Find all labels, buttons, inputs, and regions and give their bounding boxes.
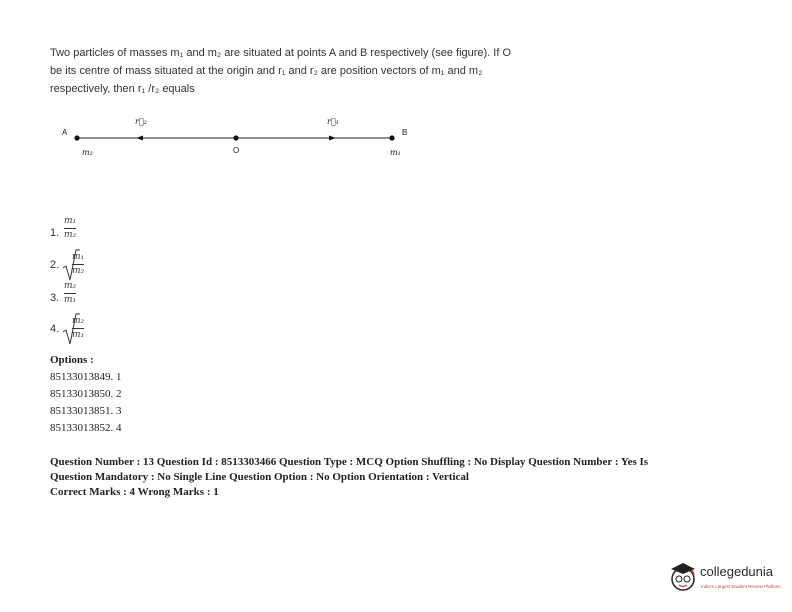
meta-line-1: Question Number : 13 Question Id : 8513303466 Question Type : MCQ Option Shuffling : No Display Question Number : Yes Is (50, 456, 649, 468)
question-line-2: be its centre of mass situated at the origin and r₁ and r₂ are position vectors of m₁ and m₂ (50, 65, 483, 77)
choice-number: 4. (50, 323, 60, 335)
denominator: m₁ (72, 330, 85, 340)
fraction (72, 252, 84, 277)
fraction-bar (72, 264, 84, 265)
figure-diagram (0, 0, 792, 200)
left-arrowhead (136, 136, 143, 141)
mass-a-label: m₂ (82, 148, 93, 157)
point-a-label: A (62, 128, 68, 137)
collegedunia-logo (668, 560, 790, 604)
fraction (72, 316, 84, 341)
vector-r1-label: r⃗₁ (327, 117, 339, 126)
options-header: Options : (50, 354, 94, 366)
choice-number: 1. (50, 227, 60, 239)
question-line-1: Two particles of masses m₁ and m₂ are situated at points A and B respectively (see figure). If O (50, 47, 512, 59)
fraction-bar (72, 328, 84, 329)
question-line-3: respectively, then r₁ /r₂ equals (50, 83, 195, 95)
option-item: 85133013849. 1 (50, 371, 122, 383)
choice-number: 2. (50, 259, 60, 271)
denominator: m₂ (72, 266, 85, 276)
fraction-bar (64, 228, 76, 229)
question-meta (50, 455, 730, 500)
point-b-dot (389, 135, 394, 140)
point-a-dot (74, 135, 79, 140)
mass-b-label: m₁ (390, 148, 401, 157)
denominator: m₁ (64, 295, 77, 305)
vector-r2-label: r⃗₂ (135, 117, 147, 126)
option-item: 85133013851. 3 (50, 405, 122, 417)
fraction (64, 281, 76, 306)
option-item: 85133013852. 4 (50, 422, 122, 434)
logo-name: collegedunia (700, 564, 774, 579)
fraction-bar (64, 293, 76, 294)
right-arrowhead (329, 136, 336, 141)
mascot-icon (668, 560, 698, 594)
options-block (50, 352, 122, 437)
denominator: m₂ (64, 230, 77, 240)
numerator: m₁ (72, 252, 85, 262)
option-item: 85133013850. 2 (50, 388, 122, 400)
point-o-label: O (233, 146, 240, 155)
logo-tagline: India's Largest Student Review Platform (701, 584, 781, 589)
meta-line-3: Correct Marks : 4 Wrong Marks : 1 (50, 486, 219, 498)
point-o-dot (233, 135, 238, 140)
figure (0, 0, 792, 200)
meta-line-2: Question Mandatory : No Single Line Question Option : No Option Orientation : Vertical (50, 471, 469, 483)
point-b-label: B (402, 128, 408, 137)
numerator: m₁ (64, 216, 77, 226)
numerator: m₂ (64, 281, 77, 291)
choice-number: 3. (50, 292, 60, 304)
fraction (64, 216, 76, 241)
numerator: m₂ (72, 316, 85, 326)
